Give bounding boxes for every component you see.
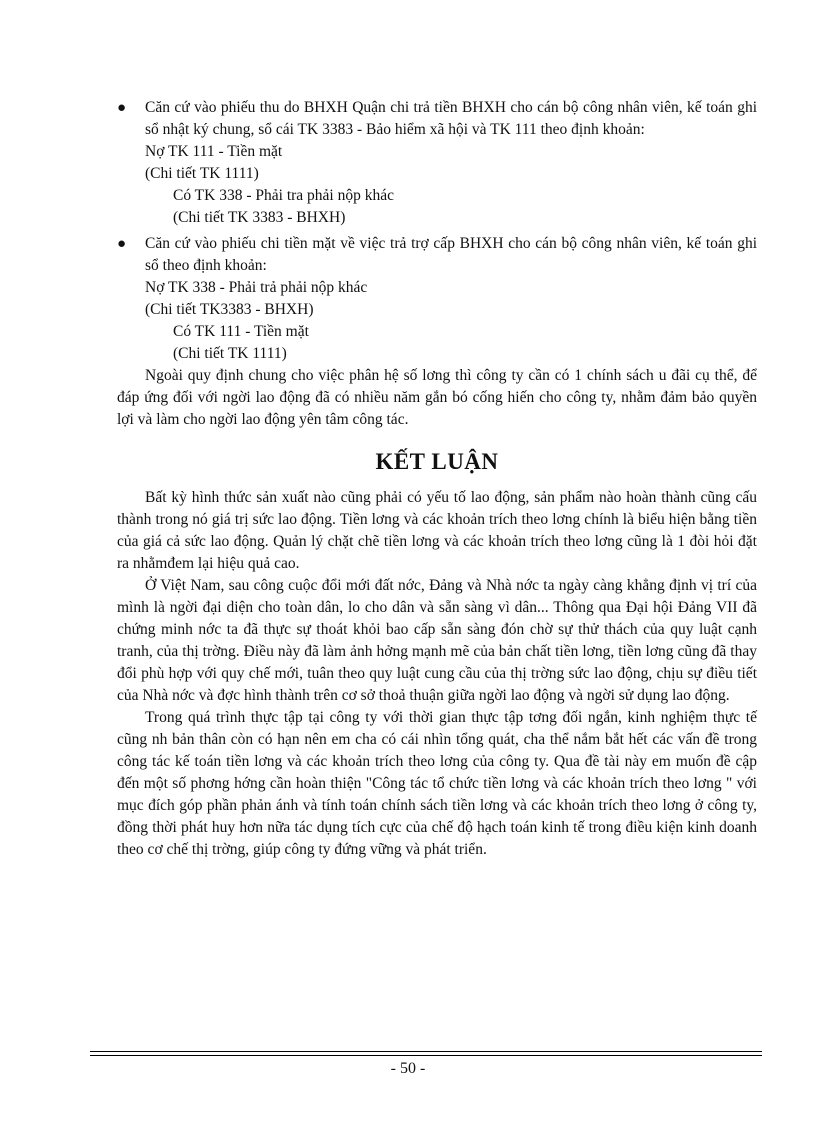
conclusion-paragraph: Ở Việt Nam, sau công cuộc đổi mới đất nớc, Đảng và Nhà nớc ta ngày càng khẳng định vị trí của mình là ngời đại diện cho toàn dân, lo cho dân và sẵn sàng vì dân... Thông qua Đại hội Đảng VII đã chứng minh nớc ta đã thực sự thoát khỏi bao cấp sẵn sàng đón chờ sự thử thách của quy luật cạnh tranh, của thị trờng. Điều này đã làm ảnh hởng mạnh mẽ của bản chất tiền lơng, tiền lơng cũng đã thay đổi phù hợp với quy chế mới, tuân theo quy luật cung cầu của thị trờng sức lao động, chịu sự điều tiết của Nhà nớc và đợc hình thành trên cơ sở thoả thuận giữa ngời lao động và ngời sử dụng lao động. xyxy=(117,577,757,704)
accounting-entry: Có TK 111 - Tiền mặt xyxy=(173,323,309,340)
body-text xyxy=(117,97,757,861)
accounting-entry: Có TK 338 - Phải tra phải nộp khác xyxy=(173,187,394,204)
accounting-entry: (Chi tiết TK 1111) xyxy=(145,165,259,182)
accounting-entry: Nợ TK 338 - Phải trả phải nộp khác xyxy=(145,279,368,296)
section-heading: KẾT LUẬN xyxy=(375,449,499,474)
conclusion-paragraph: Trong quá trình thực tập tại công ty với thời gian thực tập tơng đối ngắn, kinh nghiệm thực tế cũng nh bản thân còn có hạn nên em cha có cái nhìn tổng quát, cha thể nắm bắt hết các vấn đề trong công tác kế toán tiền lơng và các khoản trích theo lơng của công ty. Qua đề tài này em muốn đề cập đến một số phơng hớng cần hoàn thiện "Công tác tổ chức tiền lơng và các khoản trích theo lơng " với mục đích góp phần phản ánh và tính toán chính sách tiền lơng và các khoản trích theo lơng ở công ty, đồng thời phát huy hơn nữa tác dụng tích cực của chế độ hạch toán kinh tế trong điều kiện kinh doanh theo cơ chế thị trờng, giúp công ty đứng vững và phát triển. xyxy=(117,709,757,858)
bullet-paragraph: Căn cứ vào phiếu chi tiền mặt về việc trả trợ cấp BHXH cho cán bộ công nhân viên, kế toán ghi sổ theo định khoản: xyxy=(145,235,757,274)
accounting-entry: (Chi tiết TK 3383 - BHXH) xyxy=(173,209,346,226)
accounting-entry: (Chi tiết TK 1111) xyxy=(173,345,287,362)
footer-rule xyxy=(90,1051,762,1052)
accounting-entry: (Chi tiết TK3383 - BHXH) xyxy=(145,301,314,318)
bullet-icon: ● xyxy=(117,236,127,252)
conclusion-paragraph: Bất kỳ hình thức sản xuất nào cũng phải có yếu tố lao động, sản phẩm nào hoàn thành cũng cấu thành trong nó giá trị sức lao động. Tiền lơng và các khoản trích theo lơng chính là biểu hiện bằng tiền của giá cả sức lao động. Quản lý chặt chẽ tiền lơng và các khoản trích theo lơng cũng là 1 đòi hỏi đặt ra nhằmđem lại hiệu quả cao. xyxy=(117,489,757,572)
intro-paragraph: Ngoài quy định chung cho việc phân hệ số lơng thì công ty cần có 1 chính sách u đãi cụ thể, để đáp ứng đối với ngời lao động đã có nhiều năm gắn bó cống hiến cho công ty, nhằm đảm bảo quyền lợi và làm cho ngời lao động yên tâm công tác. xyxy=(117,367,757,428)
bullet-item xyxy=(117,233,757,277)
page-number: - 50 - xyxy=(390,1060,426,1077)
bullet-paragraph: Căn cứ vào phiếu thu do BHXH Quận chi trả tiền BHXH cho cán bộ công nhân viên, kế toán ghi sổ nhật ký chung, sổ cái TK 3383 - Bảo hiểm xã hội và TK 111 theo định khoản: xyxy=(145,99,757,138)
accounting-entry: Nợ TK 111 - Tiền mặt xyxy=(145,143,283,160)
footer-rule xyxy=(90,1055,762,1056)
bullet-icon: ● xyxy=(117,100,127,116)
bullet-item xyxy=(117,97,757,141)
